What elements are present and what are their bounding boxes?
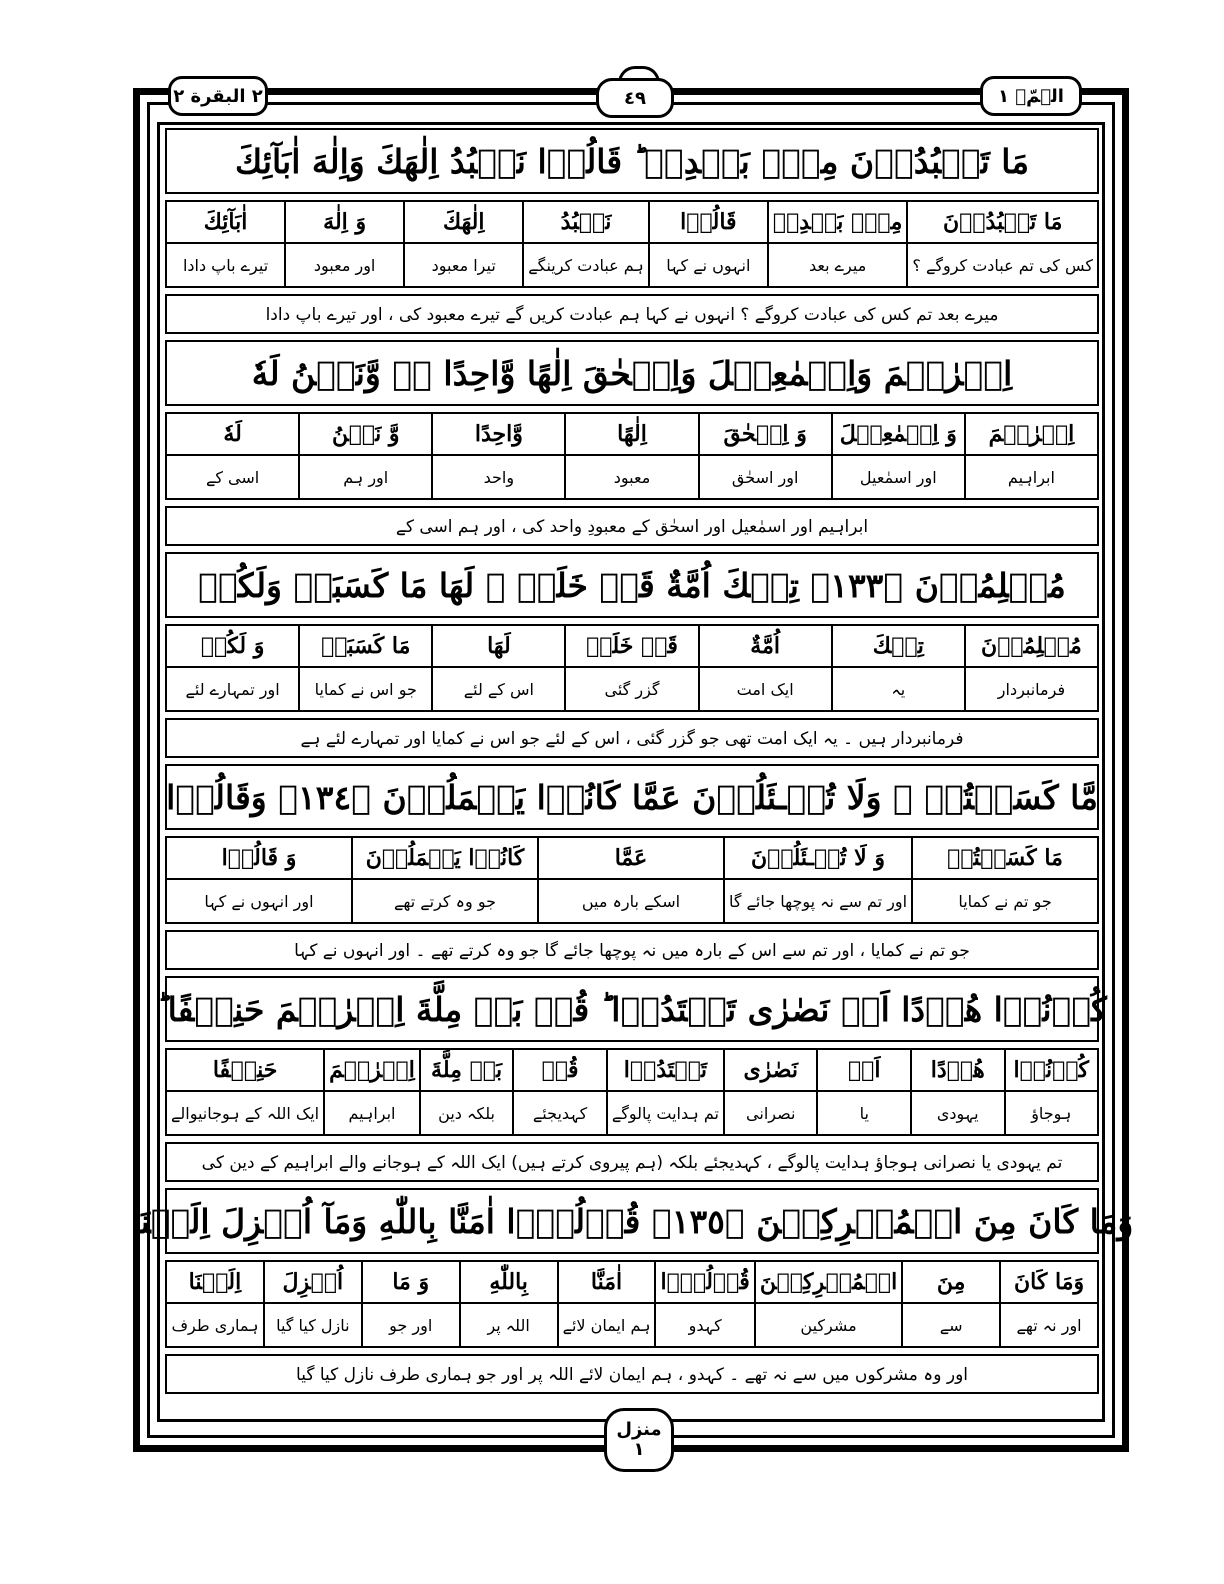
word-arabic: لَهٗ	[167, 414, 300, 456]
word-arabic: وَمَا كَانَ	[1001, 1262, 1099, 1304]
manzil-badge	[604, 1408, 674, 1472]
word-arabic: كَانُوۡا يَعۡمَلُوۡنَ	[353, 838, 539, 880]
word-arabic: قَدۡ خَلَتۡ	[566, 626, 699, 668]
word-arabic: اُنۡزِلَ	[265, 1262, 363, 1304]
word-meaning: اور انہوں نے کہا	[167, 880, 353, 924]
ayah-text: كُوۡنُوۡا هُوۡدًا اَوۡ نَصٰرٰى تَهۡتَدُوۡا ؕ قُلۡ بَلۡ مِلَّةَ اِبۡرٰهٖمَ حَنِيۡفًا ؕ	[157, 989, 1107, 1029]
word-meaning: واحد	[433, 456, 566, 500]
word-arabic: نَعۡبُدُ	[524, 202, 650, 244]
word-meaning: میرے بعد	[769, 244, 909, 288]
translation-line: میرے بعد تم کس کی عبادت کروگے ؟ انہوں نے کہا ہم عبادت کریں گے تیرے معبود کی ، اور تیرے باپ دادا	[165, 294, 1099, 334]
word-meaning: تیرا معبود	[405, 244, 524, 288]
word-arabic: وَ اِسۡمٰعِيۡلَ	[833, 414, 966, 456]
word-arabic: قُوۡلُوۡٓا	[656, 1262, 755, 1304]
word-meaning: گزر گئی	[566, 668, 699, 712]
word-arabic: اِبۡرٰهٖمَ	[325, 1050, 421, 1092]
word-arabic: نَصٰرٰى	[725, 1050, 819, 1092]
word-arabic: مِنَ	[903, 1262, 1001, 1304]
word-arabic: مُسۡلِمُوۡنَ	[966, 626, 1099, 668]
word-arabic: قَالُوۡا	[650, 202, 769, 244]
word-meaning: نصرانی	[725, 1092, 819, 1136]
word-arabic: قُلۡ	[514, 1050, 608, 1092]
ayah-line	[165, 764, 1099, 830]
word-arabic: لَهَا	[433, 626, 566, 668]
translation-line: فرمانبردار ہیں ۔ یہ ایک امت تھی جو گزر گئی ، اس کے لئے جو اس نے کمایا اور تمہارے لئے ہے	[165, 718, 1099, 758]
word-grid	[165, 200, 1099, 288]
word-meaning: تم ہدایت پالوگے	[608, 1092, 725, 1136]
word-meaning: ہم ایمان لائے	[559, 1304, 657, 1348]
word-arabic: وَ اِسۡحٰقَ	[700, 414, 833, 456]
page-number: ٤٩	[596, 78, 674, 118]
ayah-line	[157, 976, 1107, 1042]
word-meaning: اسی کے	[167, 456, 300, 500]
word-grid	[165, 1260, 1099, 1348]
word-arabic: اِبۡرٰهٖمَ	[966, 414, 1099, 456]
word-grid	[165, 836, 1099, 924]
word-arabic: حَنِيۡفًا	[167, 1050, 325, 1092]
word-meaning: کہدیجئے	[514, 1092, 608, 1136]
word-meaning: اور ہم	[300, 456, 433, 500]
translation-line: تم یہودی یا نصرانی ہوجاؤ ہدایت پالوگے ، کہدیجئے بلکہ (ہم پیروی کرتے ہیں) ایک اللہ کے ہوجانے والے ابراہیم کے دین کی	[165, 1142, 1099, 1182]
word-arabic: تَهۡتَدُوۡا	[608, 1050, 725, 1092]
word-arabic: مَا تَعۡبُدُوۡنَ	[908, 202, 1099, 244]
word-meaning: اور معبود	[286, 244, 405, 288]
word-meaning: اس کے لئے	[433, 668, 566, 712]
word-meaning: فرمانبردار	[966, 668, 1099, 712]
word-meaning: ابراہیم	[325, 1092, 421, 1136]
word-arabic: بَلۡ مِلَّةَ	[421, 1050, 515, 1092]
word-arabic: اِلٰهَكَ	[405, 202, 524, 244]
word-arabic: هُوۡدًا	[912, 1050, 1006, 1092]
ayah-line	[165, 128, 1099, 194]
word-meaning: اور نہ تھے	[1001, 1304, 1099, 1348]
word-meaning: جو تم نے کمایا	[913, 880, 1099, 924]
word-grid	[165, 412, 1099, 500]
ayah-text: وَمَا كَانَ مِنَ الۡمُشۡرِكِيۡنَ ﴿١٣٥﴾ قُوۡلُوۡٓا اٰمَنَّا بِاللّٰهِ وَمَآ اُنۡزِلَ اِلَيۡنَا	[130, 1201, 1134, 1241]
ayah-text: مَا تَعۡبُدُوۡنَ مِنۡۢ بَعۡدِىۡ ؕ قَالُوۡا نَعۡبُدُ اِلٰهَكَ وَاِلٰهَ اٰبَآئِكَ	[234, 141, 1030, 181]
word-meaning: اسکے بارہ میں	[539, 880, 725, 924]
word-arabic: اُمَّةٌ	[700, 626, 833, 668]
word-arabic: وَ قَالُوۡا	[167, 838, 353, 880]
manzil-label: منزل	[616, 1419, 662, 1440]
word-meaning: اور اسحٰق	[700, 456, 833, 500]
word-arabic: مَا كَسَبَتۡ	[300, 626, 433, 668]
translation-line: جو تم نے کمایا ، اور تم سے اس کے بارہ میں نہ پوچھا جائے گا جو وہ کرتے تھے ۔ اور انہوں نے کہا	[165, 930, 1099, 970]
ayah-line	[165, 340, 1099, 406]
word-meaning: مشرکین	[756, 1304, 903, 1348]
ayah-line	[130, 1188, 1134, 1254]
page-content	[130, 128, 1134, 1400]
word-meaning: یہودی	[912, 1092, 1006, 1136]
word-meaning: ایک اللہ کے ہوجانیوالے	[167, 1092, 325, 1136]
ayah-text: مُسۡلِمُوۡنَ ﴿١٣٣﴾ تِلۡكَ اُمَّةٌ قَدۡ خَلَتۡ ۚ لَهَا مَا كَسَبَتۡ وَلَكُمۡ	[198, 565, 1066, 605]
word-meaning: معبود	[566, 456, 699, 500]
word-grid	[165, 1048, 1099, 1136]
word-arabic: كُوۡنُوۡا	[1006, 1050, 1100, 1092]
word-meaning: یہ	[833, 668, 966, 712]
word-meaning: یا	[818, 1092, 912, 1136]
word-grid	[165, 624, 1099, 712]
word-arabic: وَ لَكُمۡ	[167, 626, 300, 668]
word-meaning: کس کی تم عبادت کروگے ؟	[908, 244, 1099, 288]
word-meaning: نازل کیا گیا	[265, 1304, 363, 1348]
word-meaning: جو وہ کرتے تھے	[353, 880, 539, 924]
translation-line: ابراہیم اور اسمٰعیل اور اسحٰق کے معبودِ واحد کی ، اور ہم اسی کے	[165, 506, 1099, 546]
word-arabic: وَ مَا	[363, 1262, 461, 1304]
word-meaning: اور جو	[363, 1304, 461, 1348]
word-meaning: تیرے باپ دادا	[167, 244, 286, 288]
word-arabic: اٰمَنَّا	[559, 1262, 657, 1304]
surah-label: ٢ البقرة ٢	[168, 76, 268, 116]
word-arabic: اِلٰهًا	[566, 414, 699, 456]
word-arabic: الۡمُشۡرِكِيۡنَ	[756, 1262, 903, 1304]
word-meaning: اور اسمٰعیل	[833, 456, 966, 500]
word-meaning: اور تم سے نہ پوچھا جائے گا	[725, 880, 913, 924]
word-meaning: بلکہ دین	[421, 1092, 515, 1136]
word-arabic: اٰبَآئِكَ	[167, 202, 286, 244]
juz-label: الۤمّۤ ١	[980, 76, 1082, 116]
word-meaning: جو اس نے کمایا	[300, 668, 433, 712]
translation-line: اور وہ مشرکوں میں سے نہ تھے ۔ کہدو ، ہم ایمان لائے اللہ پر اور جو ہماری طرف نازل کیا گیا	[165, 1354, 1099, 1394]
ayah-text: اِبۡرٰهٖمَ وَاِسۡمٰعِيۡلَ وَاِسۡحٰقَ اِلٰهًا وَّاحِدًا ۖۚ وَّنَحۡنُ لَهٗ	[251, 353, 1013, 393]
word-meaning: انہوں نے کہا	[650, 244, 769, 288]
word-meaning: اللہ پر	[461, 1304, 559, 1348]
word-arabic: عَمَّا	[539, 838, 725, 880]
word-meaning: سے	[903, 1304, 1001, 1348]
word-meaning: ہوجاؤ	[1006, 1092, 1100, 1136]
word-meaning: ایک امت	[700, 668, 833, 712]
word-meaning: ابراہیم	[966, 456, 1099, 500]
word-arabic: مِنۡۢ بَعۡدِىۡ	[769, 202, 909, 244]
word-arabic: اَوۡ	[818, 1050, 912, 1092]
word-arabic: وَ اِلٰهَ	[286, 202, 405, 244]
word-arabic: اِلَيۡنَا	[167, 1262, 265, 1304]
ayah-line	[165, 552, 1099, 618]
manzil-number: ١	[633, 1439, 645, 1460]
word-arabic: تِلۡكَ	[833, 626, 966, 668]
word-arabic: وَّ نَحۡنُ	[300, 414, 433, 456]
word-meaning: ہم عبادت کرینگے	[524, 244, 650, 288]
ayah-text: مَّا كَسَبۡتُمۡ ۚ وَلَا تُسۡـئَلُوۡنَ عَمَّا كَانُوۡا يَعۡمَلُوۡنَ ﴿١٣٤﴾ وَقَالُوۡا	[166, 777, 1098, 817]
word-meaning: ہماری طرف	[167, 1304, 265, 1348]
word-arabic: وَ لَا تُسۡـئَلُوۡنَ	[725, 838, 913, 880]
word-meaning: اور تمہارے لئے	[167, 668, 300, 712]
word-arabic: وَّاحِدًا	[433, 414, 566, 456]
word-arabic: بِاللّٰهِ	[461, 1262, 559, 1304]
word-arabic: مَا كَسَبۡتُمۡ	[913, 838, 1099, 880]
word-meaning: کہدو	[656, 1304, 755, 1348]
